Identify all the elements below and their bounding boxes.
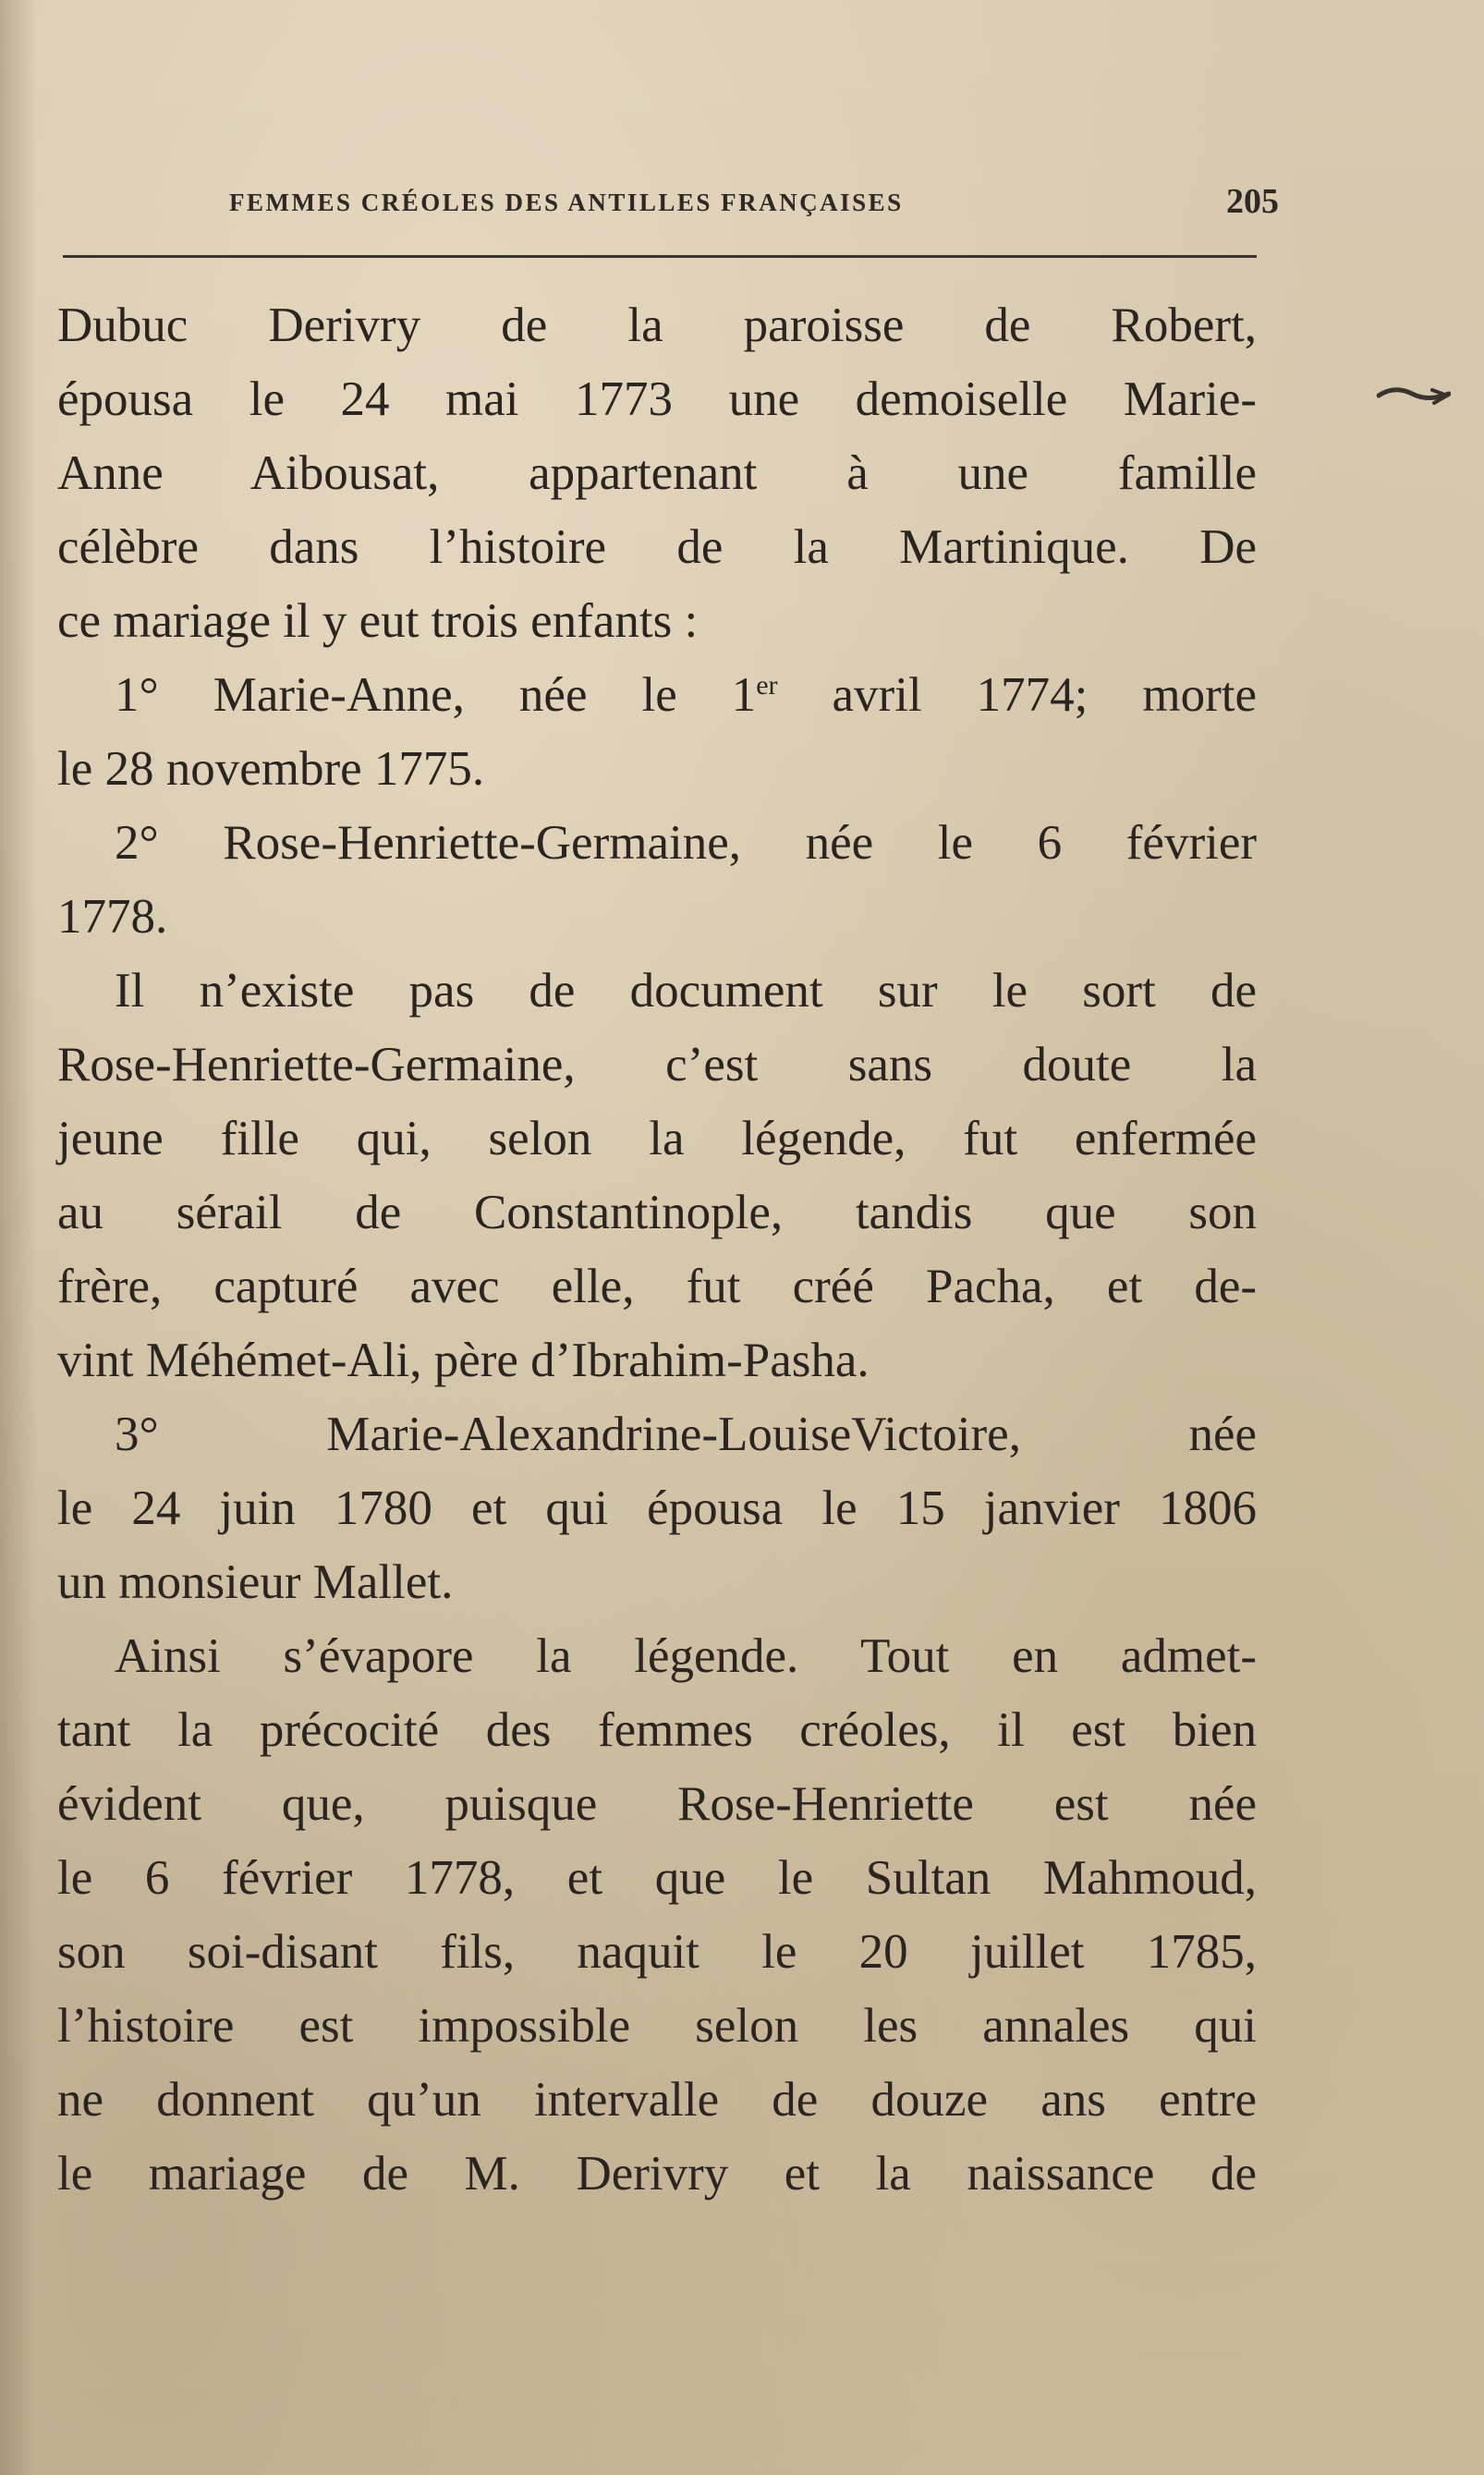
text-line: ce mariage il y eut trois enfants :	[57, 594, 699, 648]
page-edge-shadow	[0, 0, 37, 2475]
text-line: Il n’existe pas de document sur le sort de	[115, 964, 1257, 1018]
text-line: le mariage de M. Derivry et la naissance de	[57, 2147, 1257, 2201]
text-fragment: 1° Marie-Anne, née le 1	[115, 668, 757, 722]
header-rule	[63, 255, 1257, 258]
text-line: 2° Rose-Henriette-Germaine, née le 6 février	[115, 816, 1257, 870]
running-head: FEMMES CRÉOLES DES ANTILLES FRANÇAISES	[229, 189, 904, 216]
text-line: évident que, puisque Rose-Henriette est née	[57, 1777, 1257, 1831]
text-line: 1778.	[57, 890, 168, 944]
text-line: Anne Aibousat, appartenant à une famille	[57, 446, 1257, 500]
text-line: le 6 février 1778, et que le Sultan Mahmoud,	[57, 1851, 1257, 1905]
ordinal-superscript: er	[756, 670, 778, 701]
text-line: un monsieur Mallet.	[57, 1555, 454, 1609]
text-line: jeune fille qui, selon la légende, fut enfermée	[57, 1112, 1257, 1165]
text-line: frère, capturé avec elle, fut créé Pacha, et de-	[57, 1260, 1257, 1313]
text-fragment: avril 1774; morte	[777, 668, 1257, 722]
text-line: l’histoire est impossible selon les annales qui	[57, 1999, 1257, 2053]
text-line: épousa le 24 mai 1773 une demoiselle Marie-	[57, 372, 1257, 426]
text-line: vint Méhémet-Ali, père d’Ibrahim-Pasha.	[57, 1334, 870, 1387]
text-line: célèbre dans l’histoire de la Martinique. De	[57, 520, 1257, 574]
text-line-list-item-1	[57, 658, 1257, 732]
margin-ink-mark	[1377, 383, 1451, 410]
text-line: le 28 novembre 1775.	[57, 742, 485, 796]
text-line: Rose-Henriette-Germaine, c’est sans doute la	[57, 1038, 1257, 1091]
text-line: au sérail de Constantinople, tandis que son	[57, 1186, 1257, 1239]
text-line: ne donnent qu’un intervalle de douze ans entre	[57, 2073, 1257, 2127]
page-number: 205	[1226, 182, 1279, 221]
text-line: 3° Marie-Alexandrine-LouiseVictoire, née	[115, 1408, 1257, 1461]
text-line: son soi-disant fils, naquit le 20 juillet 1785,	[57, 1925, 1257, 1979]
text-line: Ainsi s’évapore la légende. Tout en admet-	[115, 1629, 1257, 1683]
body-text	[57, 288, 1257, 2211]
text-line: tant la précocité des femmes créoles, il est bien	[57, 1703, 1257, 1757]
text-line: Dubuc Derivry de la paroisse de Robert,	[57, 299, 1257, 352]
text-line: le 24 juin 1780 et qui épousa le 15 janvier 1806	[57, 1481, 1257, 1535]
